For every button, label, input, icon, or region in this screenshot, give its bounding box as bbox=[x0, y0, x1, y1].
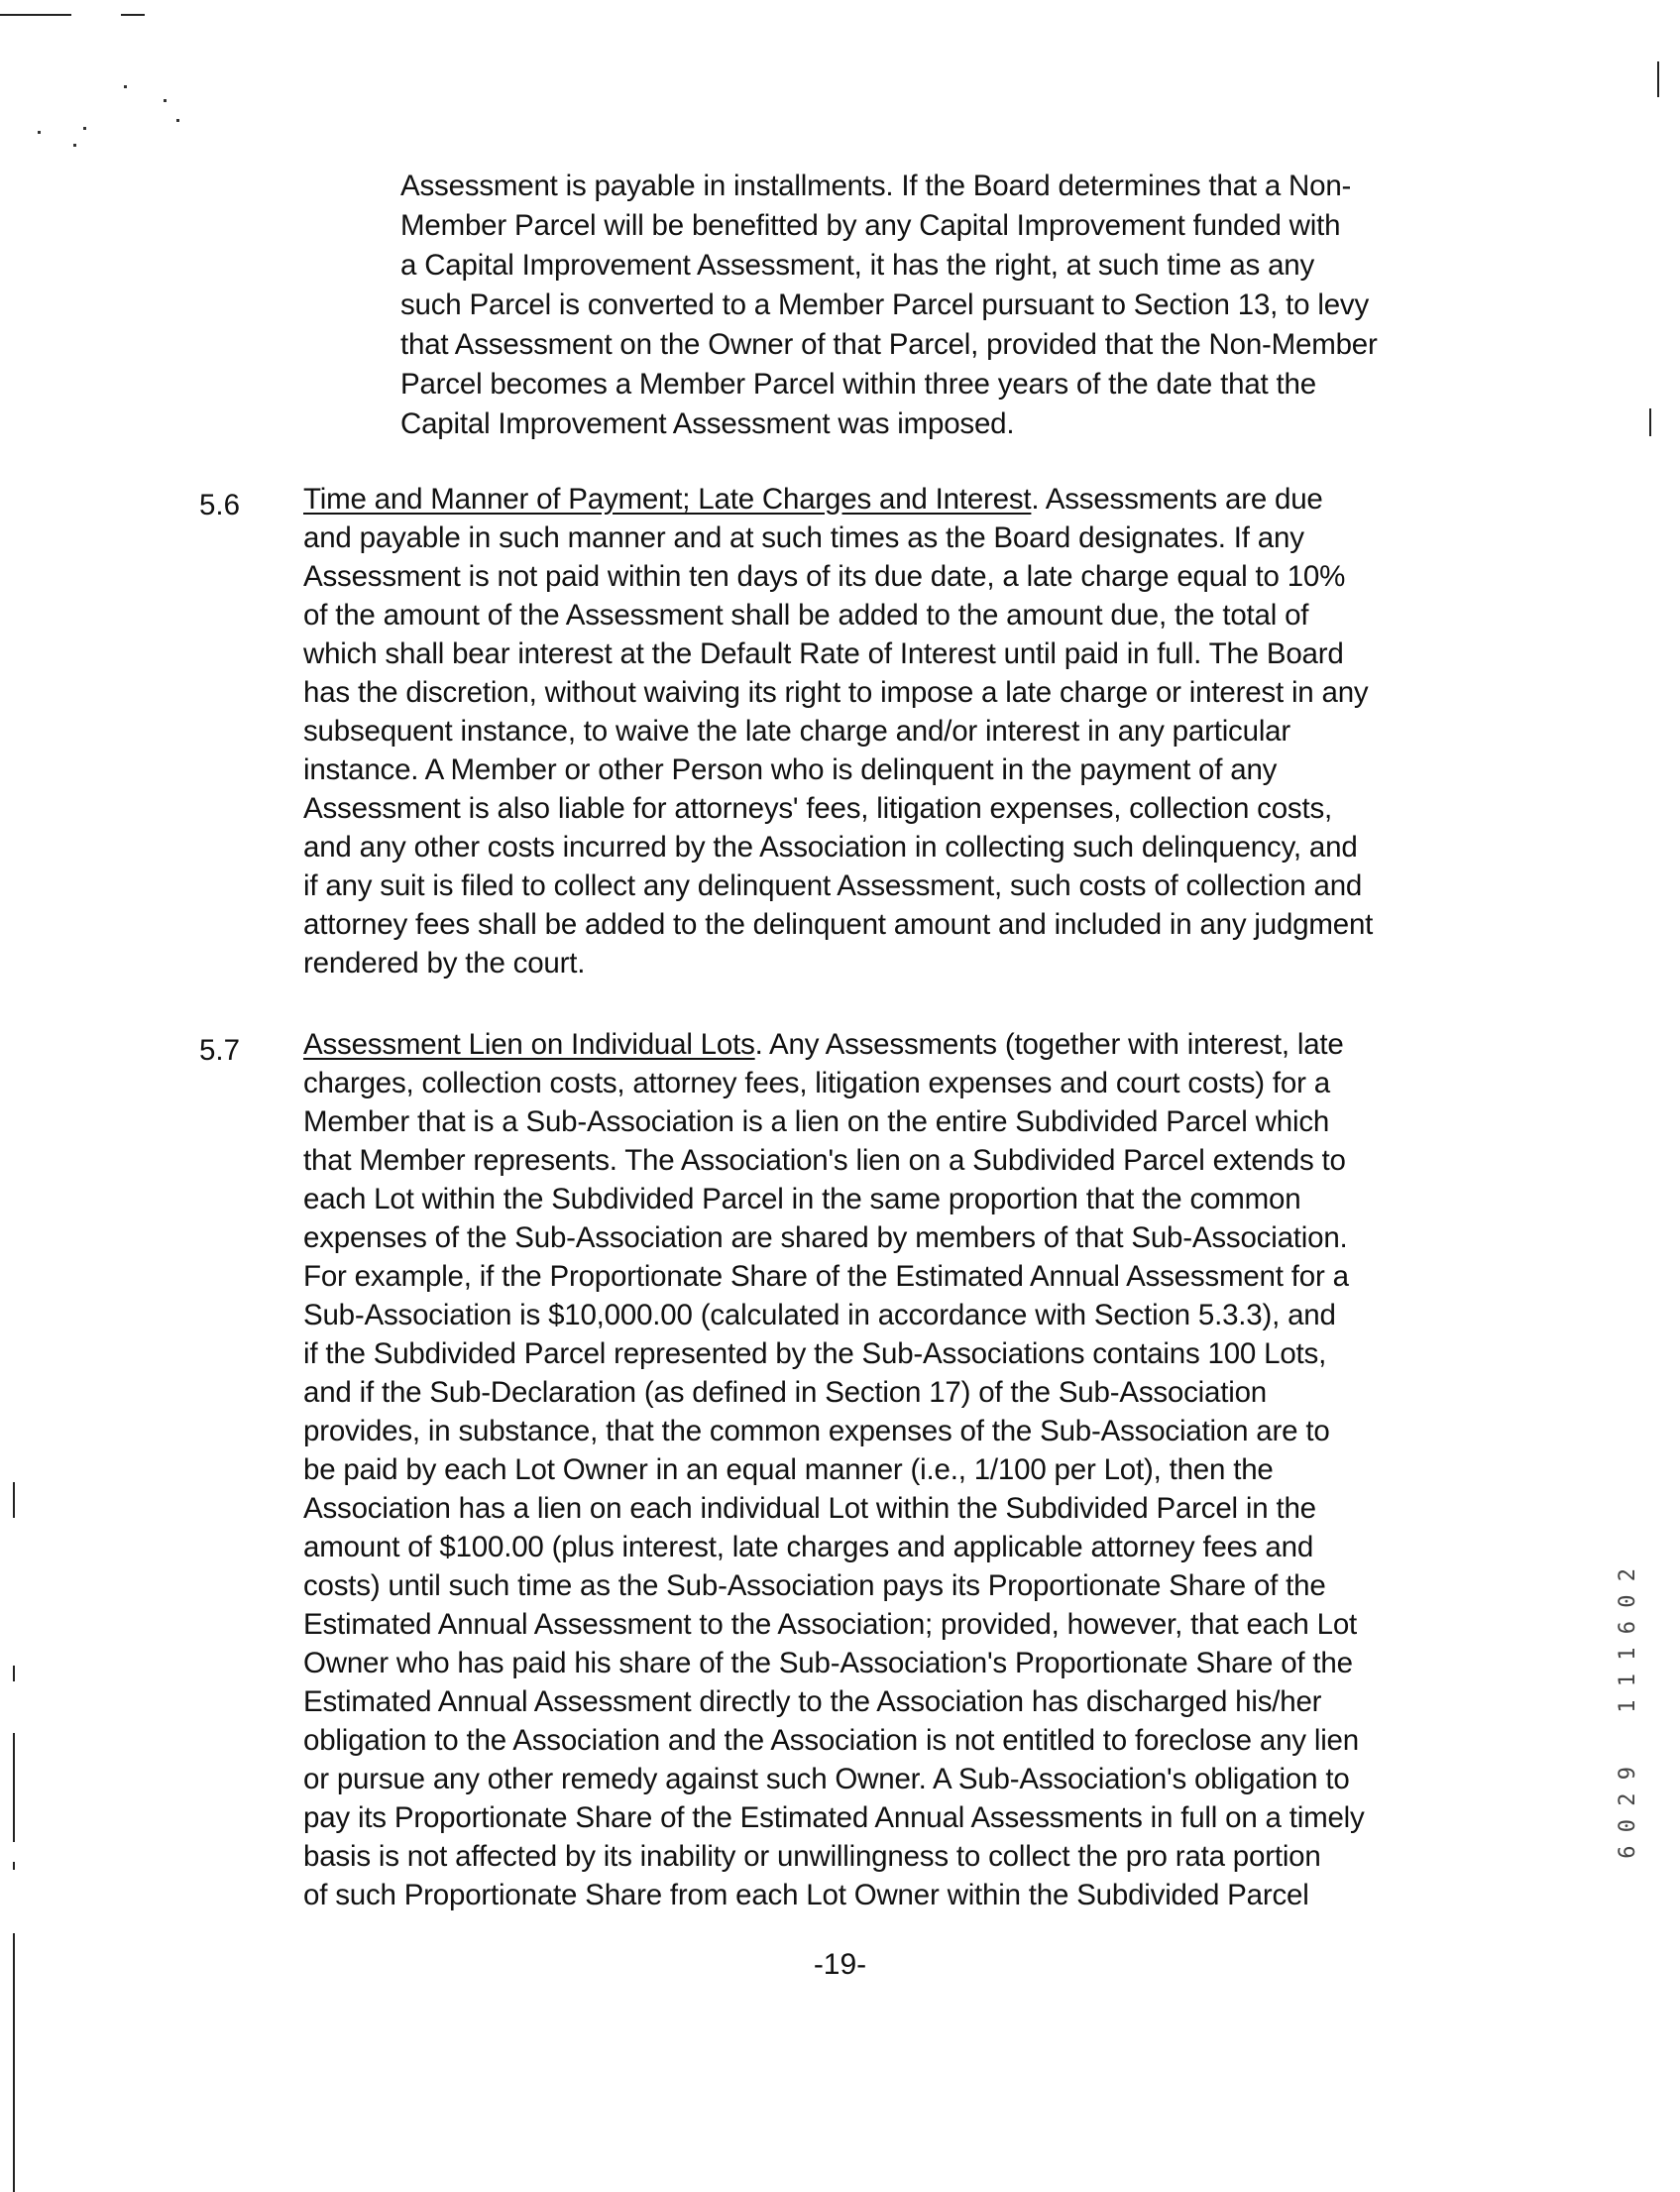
section-first-line bbox=[303, 480, 1323, 519]
text-line: each Lot within the Subdivided Parcel in the same proportion that the common bbox=[303, 1183, 1301, 1215]
scan-speck bbox=[83, 127, 86, 130]
first-line-text: . Assessments are due bbox=[1031, 483, 1323, 516]
text-line: has the discretion, without waiving its right to impose a late charge or interest in any bbox=[303, 676, 1369, 709]
text-line: Sub-Association is $10,000.00 (calculated in accordance with Section 5.3.3), and bbox=[303, 1299, 1336, 1331]
text-line: Capital Improvement Assessment was imposed. bbox=[400, 407, 1015, 440]
text-line: subsequent instance, to waive the late charge and/or interest in any particular bbox=[303, 715, 1291, 748]
text-line: or pursue any other remedy against such Owner. A Sub-Association's obligation to bbox=[303, 1763, 1350, 1795]
section-heading: Assessment Lien on Individual Lots bbox=[303, 1028, 755, 1061]
text-line: if the Subdivided Parcel represented by the Sub-Associations contains 100 Lots, bbox=[303, 1337, 1327, 1370]
text-line: Estimated Annual Assessment directly to the Association has discharged his/her bbox=[303, 1685, 1322, 1718]
scan-speck bbox=[124, 85, 127, 88]
text-line: amount of $100.00 (plus interest, late charges and applicable attorney fees and bbox=[303, 1531, 1314, 1563]
page-number: -19- bbox=[813, 1948, 867, 1981]
text-line: that Member represents. The Association's lien on a Subdivided Parcel extends to bbox=[303, 1144, 1346, 1177]
text-line: Assessment is not paid within ten days of its due date, a late charge equal to 10% bbox=[303, 560, 1346, 593]
scan-mark-right-mid bbox=[1649, 408, 1651, 436]
text-line: provides, in substance, that the common expenses of the Sub-Association are to bbox=[303, 1415, 1330, 1447]
scan-mark-left-2 bbox=[13, 1733, 15, 1842]
scan-mark-left-dots bbox=[13, 1482, 15, 1518]
first-line-text: . Any Assessments (together with interest, late bbox=[754, 1028, 1344, 1061]
text-line: pay its Proportionate Share of the Estimated Annual Assessments in full on a timely bbox=[303, 1801, 1365, 1834]
scan-mark-top-left-2 bbox=[121, 14, 145, 16]
text-line: Assessment is payable in installments. If the Board determines that a Non- bbox=[400, 170, 1352, 202]
text-line: charges, collection costs, attorney fees, litigation expenses and court costs) for a bbox=[303, 1067, 1330, 1099]
scan-mark-left-1 bbox=[13, 1666, 15, 1681]
text-line: attorney fees shall be added to the delinquent amount and included in any judgment bbox=[303, 908, 1374, 941]
scan-speck bbox=[73, 144, 76, 147]
text-line: Member that is a Sub-Association is a lien on the entire Subdivided Parcel which bbox=[303, 1105, 1330, 1138]
text-line: costs) until such time as the Sub-Association pays its Proportionate Share of the bbox=[303, 1569, 1326, 1602]
section-number: 5.7 bbox=[199, 1034, 241, 1067]
text-line: and any other costs incurred by the Association in collecting such delinquency, and bbox=[303, 831, 1358, 864]
text-line: obligation to the Association and the Association is not entitled to foreclose any lien bbox=[303, 1724, 1359, 1757]
text-line: Association has a lien on each individual Lot within the Subdivided Parcel in the bbox=[303, 1492, 1316, 1525]
scan-speck bbox=[164, 99, 167, 102]
text-line: Parcel becomes a Member Parcel within three years of the date that the bbox=[400, 368, 1316, 401]
text-line: such Parcel is converted to a Member Parcel pursuant to Section 13, to levy bbox=[400, 288, 1370, 321]
text-line: Owner who has paid his share of the Sub-Association's Proportionate Share of the bbox=[303, 1647, 1353, 1679]
text-line: and payable in such manner and at such times as the Board designates. If any bbox=[303, 521, 1304, 554]
scan-mark-top-left bbox=[0, 14, 71, 16]
text-line: Assessment is also liable for attorneys' fees, litigation expenses, collection costs, bbox=[303, 792, 1333, 825]
text-line: a Capital Improvement Assessment, it has the right, at such time as any bbox=[400, 249, 1315, 282]
margin-stamp-upper: 1 1 1 6 0 2 bbox=[1616, 1568, 1640, 1713]
text-line: expenses of the Sub-Association are shared by members of that Sub-Association. bbox=[303, 1221, 1348, 1254]
section-first-line bbox=[303, 1025, 1344, 1065]
text-line: if any suit is filed to collect any delinquent Assessment, such costs of collection and bbox=[303, 869, 1363, 902]
text-line: of such Proportionate Share from each Lot Owner within the Subdivided Parcel bbox=[303, 1879, 1309, 1911]
text-line: that Assessment on the Owner of that Parcel, provided that the Non-Member bbox=[400, 328, 1378, 361]
scan-mark-right-top bbox=[1657, 61, 1659, 97]
text-line: Estimated Annual Assessment to the Association; provided, however, that each Lot bbox=[303, 1608, 1358, 1641]
scan-mark-left-3 bbox=[13, 1862, 15, 1870]
text-line: rendered by the court. bbox=[303, 947, 586, 980]
text-line: For example, if the Proportionate Share of the Estimated Annual Assessment for a bbox=[303, 1260, 1349, 1293]
margin-stamp-lower: 6 0 2 9 bbox=[1616, 1767, 1640, 1859]
text-line: instance. A Member or other Person who is delinquent in the payment of any bbox=[303, 753, 1278, 786]
scan-speck bbox=[38, 131, 41, 134]
text-line: Member Parcel will be benefitted by any Capital Improvement funded with bbox=[400, 209, 1341, 242]
text-line: basis is not affected by its inability or unwillingness to collect the pro rata portion bbox=[303, 1840, 1321, 1873]
text-line: of the amount of the Assessment shall be added to the amount due, the total of bbox=[303, 599, 1309, 632]
text-line: and if the Sub-Declaration (as defined in Section 17) of the Sub-Association bbox=[303, 1376, 1267, 1409]
text-line: which shall bear interest at the Default Rate of Interest until paid in full. The Board bbox=[303, 637, 1344, 670]
section-heading: Time and Manner of Payment; Late Charges and Interest bbox=[303, 483, 1032, 516]
scan-speck bbox=[176, 119, 179, 122]
section-number: 5.6 bbox=[199, 489, 241, 521]
text-line: be paid by each Lot Owner in an equal manner (i.e., 1/100 per Lot), then the bbox=[303, 1453, 1274, 1486]
